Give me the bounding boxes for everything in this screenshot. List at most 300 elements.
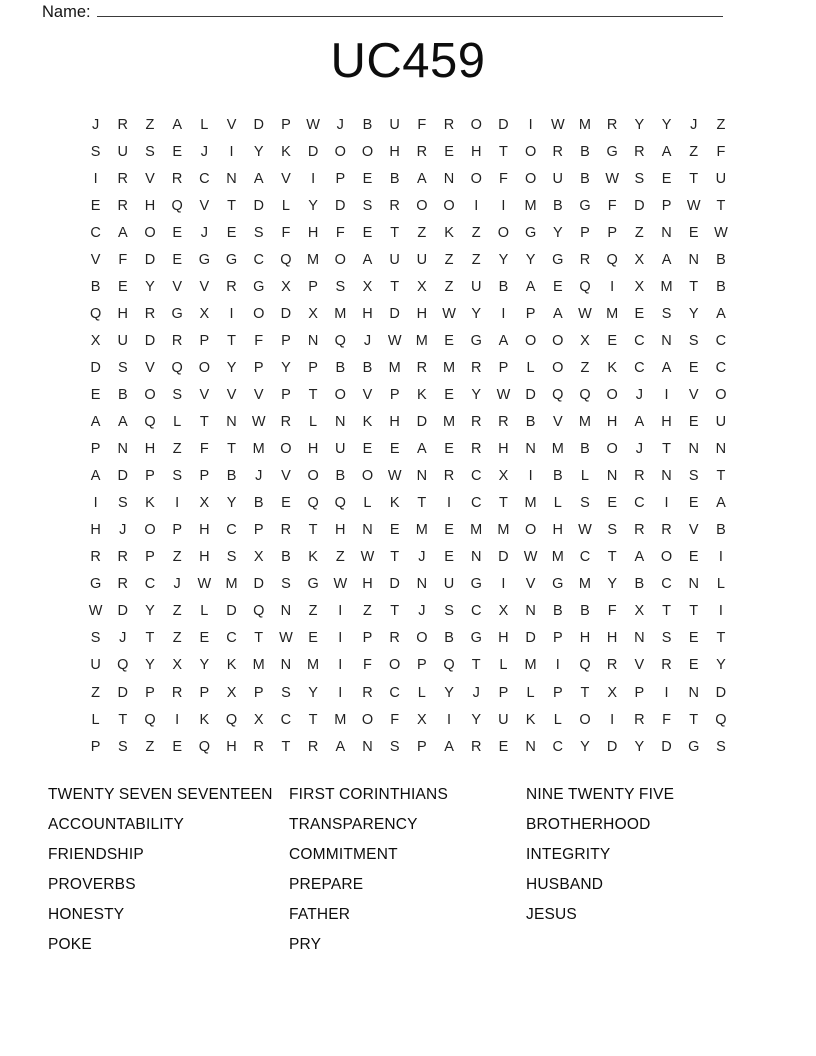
grid-cell: W [88,603,103,620]
grid-cell: L [200,603,209,620]
grid-cell: B [444,630,454,647]
grid-cell: B [525,414,536,431]
grid-cell: S [389,738,400,755]
grid-cell: X [498,603,509,620]
grid-cell: R [117,576,129,593]
grid-cell: K [525,711,536,728]
grid-cell: T [308,386,318,403]
grid-cell: Y [281,359,291,376]
grid-cell: Z [634,224,644,241]
grid-cell: T [689,170,699,187]
grid-cell: D [117,603,129,620]
grid-cell: Y [634,116,645,133]
grid-cell: N [416,576,428,593]
grid-cell: N [335,414,346,431]
grid-cell: C [199,170,210,187]
grid-cell: T [689,603,699,620]
grid-cell: Z [580,359,590,376]
grid-cell: R [90,549,101,566]
grid-cell: I [664,386,669,403]
grid-cell: Z [689,143,699,160]
grid-cell: I [528,116,533,133]
grid-cell: W [360,549,375,566]
grid-cell: R [470,414,482,431]
grid-cell: V [226,116,237,133]
grid-cell: E [607,332,617,349]
grid-cell: Z [716,116,726,133]
grid-cell: S [607,522,617,539]
grid-cell: J [472,684,480,701]
grid-cell: R [443,468,455,485]
grid-cell: N [525,441,536,458]
grid-cell: Z [172,603,182,620]
grid-cell: D [144,251,156,268]
grid-cell: Q [144,414,156,431]
grid-cell: L [553,711,562,728]
grid-cell: O [470,170,482,187]
grid-cell: L [200,116,209,133]
grid-cell: S [172,468,182,485]
grid-cell: T [227,441,236,458]
grid-cell: B [716,522,726,539]
grid-cell: S [226,549,237,566]
grid-cell: U [389,251,400,268]
grid-cell: D [117,468,129,485]
grid-cell: H [389,143,400,160]
grid-cell: L [173,414,182,431]
grid-cell: A [525,278,536,295]
grid-cell: O [552,359,564,376]
grid-cell: W [387,332,402,349]
grid-cell: K [145,495,155,512]
grid-cell: E [444,386,454,403]
grid-cell: H [226,738,237,755]
grid-cell: N [661,224,672,241]
grid-cell: L [91,711,100,728]
word-item: ACCOUNTABILITY [48,816,185,833]
grid-cell: U [117,332,129,349]
grid-cell: I [610,711,615,728]
grid-cell: T [417,495,427,512]
grid-cell: R [389,630,400,647]
grid-cell: U [552,170,564,187]
grid-cell: D [389,576,400,593]
grid-cell: Z [363,603,372,620]
word-item: PREPARE [289,876,364,893]
grid-cell: O [144,522,156,539]
grid-cell: P [253,684,264,701]
word-search-grid [82,111,735,760]
grid-cell: P [199,684,210,701]
grid-cell: X [253,549,264,566]
grid-cell: P [417,738,427,755]
grid-cell: P [661,197,672,214]
grid-cell: B [552,197,563,214]
grid-cell: R [552,143,564,160]
grid-cell: V [226,386,237,403]
grid-cell: M [578,414,592,431]
grid-cell: E [688,359,699,376]
grid-cell: T [118,711,128,728]
grid-cell: G [606,143,618,160]
grid-cell: H [307,224,319,241]
grid-cell: I [175,495,180,512]
grid-cell: G [552,576,564,593]
grid-cell: O [660,549,673,566]
grid-cell: F [281,224,291,241]
grid-cell: F [607,197,617,214]
grid-cell: P [498,684,509,701]
grid-cell: L [417,684,426,701]
grid-cell: B [281,549,291,566]
grid-cell: S [661,305,672,322]
grid-cell: M [225,576,238,593]
grid-cell: J [336,116,344,133]
grid-cell: B [580,170,590,187]
grid-cell: H [606,414,618,431]
grid-cell: Q [171,359,183,376]
grid-cell: T [498,495,508,512]
grid-cell: V [199,386,210,403]
grid-cell: N [117,441,129,458]
grid-cell: I [474,197,479,214]
grid-cell: R [307,738,319,755]
grid-cell: Z [145,738,155,755]
grid-cell: S [335,278,346,295]
grid-cell: A [172,116,182,133]
grid-cell: B [634,576,645,593]
grid-cell: E [90,386,101,403]
grid-cell: A [716,495,726,512]
grid-cell: S [172,386,182,403]
grid-cell: H [389,414,400,431]
grid-cell: A [634,549,645,566]
grid-cell: T [199,414,209,431]
grid-cell: L [526,684,535,701]
grid-cell: N [470,549,482,566]
grid-cell: C [144,576,156,593]
grid-cell: S [117,359,128,376]
grid-cell: E [389,441,400,458]
grid-cell: T [308,522,318,539]
grid-cell: I [447,711,452,728]
grid-cell: B [335,359,346,376]
word-list [48,780,770,960]
grid-cell: Q [443,657,455,674]
grid-cell: P [281,116,291,133]
grid-cell: W [442,305,456,322]
grid-cell: C [389,684,400,701]
grid-cell: X [172,657,182,674]
grid-cell: X [634,251,645,268]
grid-cell: D [335,197,346,214]
grid-cell: D [715,684,727,701]
grid-cell: T [716,630,726,647]
name-row [42,2,723,22]
grid-cell: R [117,116,129,133]
grid-cell: Y [688,305,699,322]
grid-cell: W [578,305,592,322]
grid-cell: W [333,576,348,593]
grid-cell: V [172,278,182,295]
grid-cell: A [498,332,509,349]
grid-cell: D [253,197,264,214]
grid-cell: R [280,522,292,539]
grid-cell: E [607,495,617,512]
grid-cell: W [686,197,701,214]
grid-cell: I [501,305,506,322]
grid-cell: S [634,170,645,187]
grid-cell: Y [634,738,645,755]
grid-cell: L [580,468,589,485]
grid-cell: H [470,143,482,160]
grid-cell: S [145,143,155,160]
grid-cell: G [579,197,591,214]
grid-cell: E [444,143,454,160]
grid-cell: P [281,386,291,403]
grid-cell: O [307,468,319,485]
grid-cell: W [714,224,728,241]
grid-cell: H [606,630,618,647]
grid-cell: A [335,738,346,755]
grid-cell: I [501,197,506,214]
grid-cell: E [552,278,563,295]
grid-cell: T [281,738,291,755]
grid-cell: X [417,278,427,295]
grid-cell: R [470,738,482,755]
grid-cell: P [389,386,400,403]
grid-cell: O [524,522,537,539]
grid-cell: E [117,278,128,295]
grid-cell: A [444,738,454,755]
grid-cell: C [470,495,482,512]
grid-cell: Z [145,116,155,133]
grid-cell: S [117,738,128,755]
grid-cell: H [498,630,509,647]
grid-cell: J [255,468,263,485]
grid-cell: H [362,305,373,322]
grid-cell: Y [552,224,563,241]
grid-cell: U [470,278,482,295]
grid-cell: Y [226,495,237,512]
grid-cell: E [444,522,454,539]
grid-cell: P [90,441,101,458]
grid-cell: X [607,684,617,701]
grid-cell: H [552,522,564,539]
grid-cell: X [634,603,645,620]
grid-cell: C [226,522,237,539]
grid-cell: B [90,278,101,295]
grid-cell: E [688,414,699,431]
grid-cell: Z [471,224,481,241]
grid-cell: D [498,116,509,133]
word-item: TRANSPARENCY [289,816,418,833]
grid-cell: J [635,386,643,403]
grid-cell: Z [308,603,318,620]
grid-cell: I [610,278,615,295]
grid-cell: W [578,522,592,539]
grid-cell: W [605,170,619,187]
grid-cell: J [200,143,208,160]
grid-cell: B [580,441,590,458]
word-item: INTEGRITY [526,846,611,863]
grid-cell: P [552,630,563,647]
grid-cell: D [525,386,536,403]
grid-cell: E [444,549,454,566]
grid-cell: Z [91,684,101,701]
grid-cell: O [416,630,428,647]
grid-cell: U [715,170,727,187]
grid-cell: N [362,738,373,755]
grid-cell: K [389,495,400,512]
grid-cell: S [90,630,101,647]
grid-cell: Q [307,495,319,512]
grid-cell: M [551,441,564,458]
grid-cell: T [662,603,671,620]
grid-cell: Z [444,251,454,268]
grid-cell: O [144,386,156,403]
grid-cell: U [117,143,129,160]
grid-cell: P [253,359,264,376]
grid-cell: N [661,332,672,349]
grid-cell: D [416,414,428,431]
grid-cell: M [442,414,456,431]
grid-cell: R [416,359,428,376]
grid-cell: F [498,170,508,187]
grid-cell: N [688,441,699,458]
word-item: COMMITMENT [289,846,398,863]
grid-cell: M [252,657,265,674]
grid-cell: F [662,711,671,728]
grid-cell: T [390,278,400,295]
grid-cell: P [552,684,563,701]
grid-cell: R [470,359,482,376]
grid-cell: P [580,224,590,241]
grid-cell: M [334,305,347,322]
grid-cell: F [390,711,400,728]
grid-cell: X [281,278,291,295]
grid-cell: M [307,251,320,268]
grid-cell: I [447,495,452,512]
grid-cell: R [634,522,645,539]
grid-cell: T [227,197,236,214]
grid-cell: C [634,332,645,349]
grid-cell: Y [471,305,482,322]
grid-cell: E [90,197,101,214]
grid-cell: Q [144,711,156,728]
grid-cell: M [415,332,428,349]
grid-cell: Q [715,711,727,728]
grid-cell: M [524,495,537,512]
grid-cell: N [307,332,319,349]
grid-cell: T [227,332,236,349]
grid-cell: B [389,170,400,187]
grid-cell: B [552,603,563,620]
word-item: NINE TWENTY FIVE [526,786,675,803]
grid-cell: T [689,711,699,728]
grid-cell: M [470,522,483,539]
grid-cell: Z [444,278,454,295]
grid-cell: K [607,359,617,376]
grid-cell: C [253,251,264,268]
grid-cell: G [198,251,210,268]
grid-cell: R [498,414,509,431]
grid-cell: M [388,359,401,376]
grid-cell: E [444,332,454,349]
grid-cell: Y [145,603,155,620]
grid-cell: U [389,116,400,133]
grid-cell: P [199,468,210,485]
grid-cell: T [390,603,400,620]
grid-cell: W [251,414,266,431]
grid-cell: M [252,441,265,458]
grid-cell: Q [225,711,238,728]
grid-cell: M [442,359,456,376]
grid-cell: E [634,305,645,322]
grid-cell: B [580,143,590,160]
grid-cell: P [145,684,155,701]
grid-cell: N [661,468,672,485]
grid-cell: S [716,738,726,755]
grid-cell: H [307,441,319,458]
grid-cell: R [389,197,400,214]
word-item: FATHER [289,906,351,923]
grid-cell: A [90,414,101,431]
grid-cell: R [144,305,156,322]
grid-cell: L [716,576,725,593]
grid-cell: E [172,738,182,755]
grid-cell: Y [498,251,509,268]
grid-cell: U [416,251,428,268]
grid-cell: M [606,305,619,322]
grid-cell: U [335,441,346,458]
word-item: FRIENDSHIP [48,846,144,863]
grid-cell: M [551,549,564,566]
grid-cell: Z [172,630,182,647]
grid-cell: R [416,143,428,160]
grid-cell: B [362,359,373,376]
grid-cell: S [253,224,264,241]
grid-cell: D [144,332,156,349]
grid-cell: A [661,251,672,268]
grid-cell: B [498,278,509,295]
grid-cell: C [661,576,672,593]
grid-cell: Q [117,657,129,674]
grid-cell: I [338,630,343,647]
grid-cell: P [417,657,427,674]
grid-cell: M [578,576,592,593]
grid-cell: Y [525,251,536,268]
grid-cell: C [280,711,292,728]
grid-cell: J [173,576,181,593]
grid-cell: G [552,251,564,268]
grid-cell: O [389,657,401,674]
grid-cell: I [555,657,560,674]
grid-cell: S [444,603,454,620]
grid-cell: O [361,468,374,485]
grid-cell: X [226,684,237,701]
grid-cell: D [389,305,400,322]
grid-cell: T [145,630,155,647]
grid-cell: J [635,441,643,458]
grid-cell: P [172,522,182,539]
grid-cell: O [470,116,482,133]
grid-cell: E [688,549,699,566]
grid-cell: C [470,468,482,485]
grid-cell: F [199,441,209,458]
grid-cell: N [634,630,645,647]
grid-cell: E [362,170,373,187]
